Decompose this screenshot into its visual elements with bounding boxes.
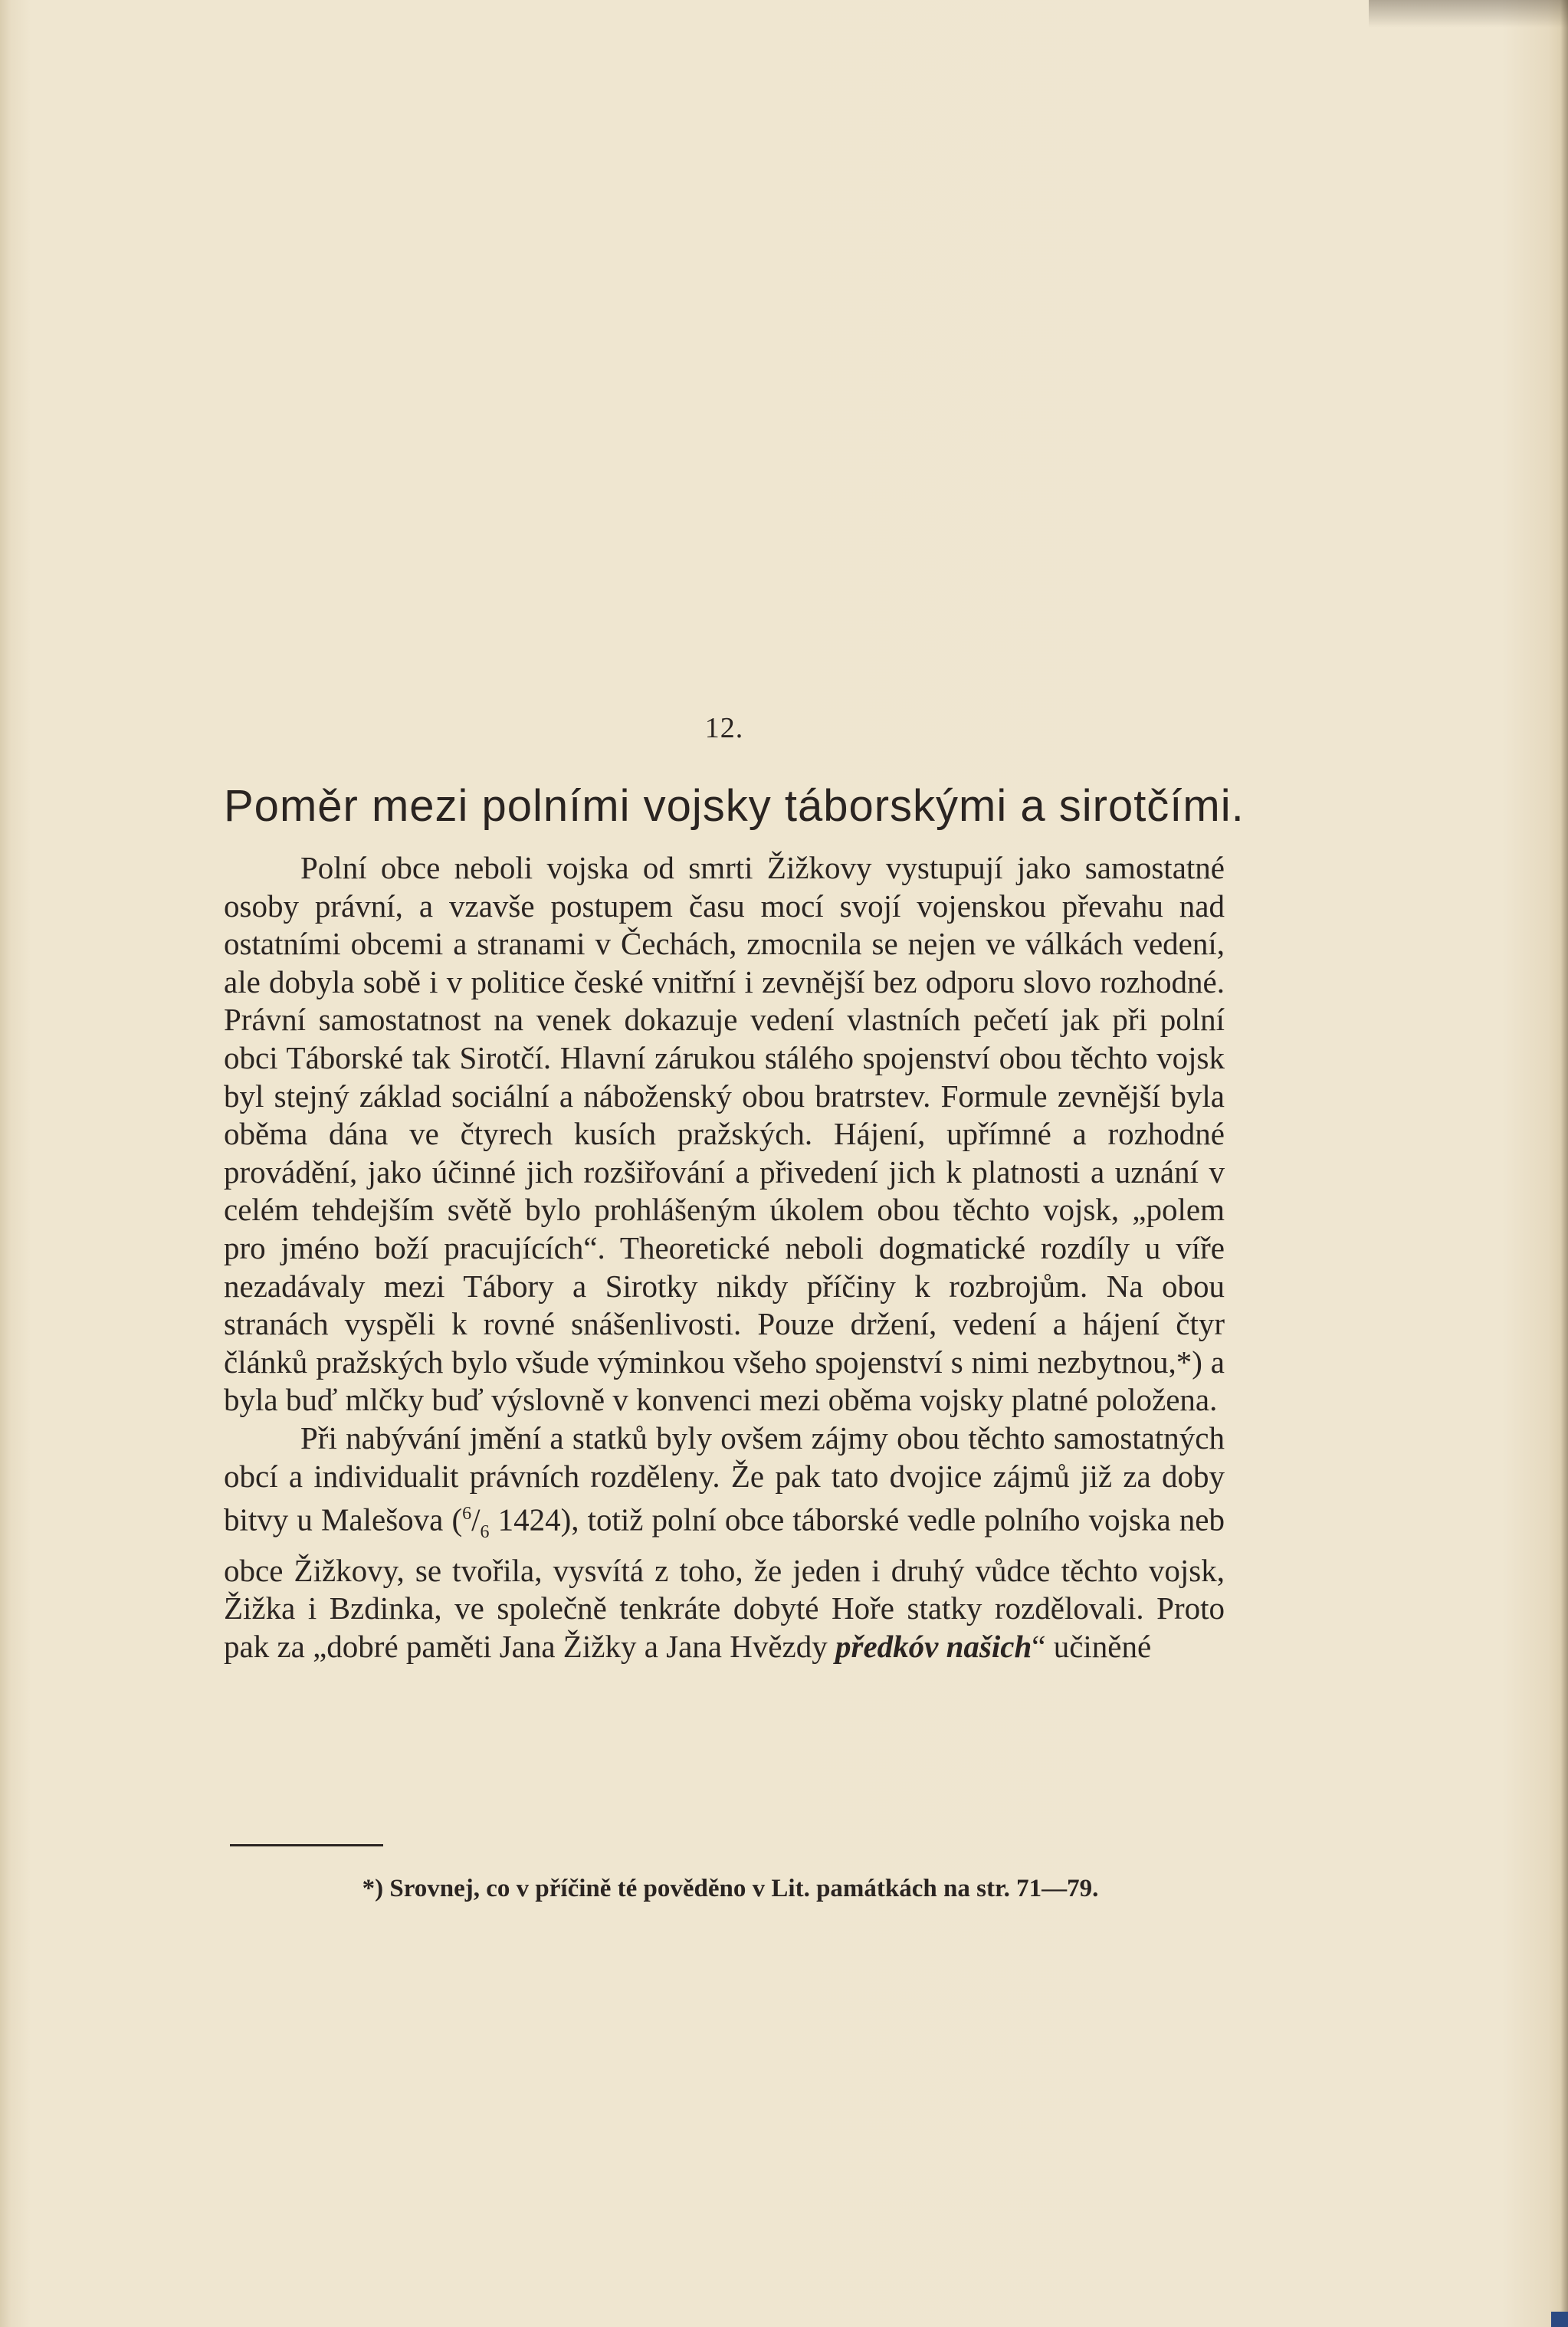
body-text [224, 849, 1225, 1666]
footnote-divider [230, 1844, 383, 1846]
paragraph-2-text-a: Při nabývání jmění a statků byly ovšem zájmy obou těchto samostatných obcí a individualit právních rozděleny. Že pak tato dvojice zájmů již za doby bitvy u Malešova ( [224, 1420, 1225, 1538]
date-slash: / [471, 1502, 481, 1538]
scan-corner-marker [1551, 2312, 1568, 2327]
date-numerator: 6 [462, 1504, 472, 1525]
paragraph-1-text: Polní obce neboli vojska od smrti Žižkovy vystupují jako samostatné osoby právní, a vzavše postupem času mocí svojí vojenskou převahu nad ostatními obcemi a stranami v Čechách, zmocnila se nejen ve válkách vedení, ale dobyla sobě i v politice české vnitřní i zevnější bez odporu slovo rozhodné. Právní samostatnost na venek dokazuje vedení vlastních pečetí jak při polní obci Táborské tak Sirotčí. Hlavní zárukou stálého spojenství obou těchto vojsk byl stejný základ sociální a náboženský obou bratrstev. Formule zevnější byla oběma dána ve čtyrech kusích pražských. Hájení, upřímné a rozhodné provádění, jako účinné jich rozšiřování a přivedení jich k platnosti a uznání v celém tehdejším světě bylo prohlášeným úkolem obou těchto vojsk, „polem pro jméno boží pracujících“. Theoretické neboli dogmatické rozdíly u víře nezadávaly mezi Tábory a Sirotky nikdy příčiny k rozbrojům. Na obou stranách vyspěli k rovné snášenlivosti. Pouze držení, vedení a hájení čtyr článků pražských bylo všude výminkou všeho spojenství s nimi nezbytnou, [224, 850, 1225, 1380]
footnote-text: *) Srovnej, co v příčině té pověděno v Lit. památkách na str. 71—79. [362, 1875, 1099, 1902]
page-number: 12. [704, 712, 744, 744]
chapter-title: Poměr mezi polními vojsky táborskými a sirotčími. [224, 781, 1245, 831]
paragraph-2 [224, 1420, 1225, 1666]
paragraph-2-text-b: 1424), totiž polní obce táborské vedle polního vojska neb obce Žižkovy, se tvořila, vysvítá z toho, že jeden i druhý vůdce těchto vojsk, Žižka i Bzdinka, ve společně tenkráte dobyté Hoře statky rozdělovali. Proto pak za „dobré paměti Jana Žižky a Jana Hvězdy [224, 1502, 1225, 1664]
paragraph-1 [224, 849, 1225, 1420]
page-binding-shadow [1560, 0, 1568, 2327]
paragraph-1-end: a byla buď mlčky buď výslovně v konvenci mezi oběma vojsky platné položena. [224, 1344, 1225, 1418]
paragraph-2-text-c: “ učiněné [1032, 1628, 1152, 1664]
date-denominator: 6 [480, 1521, 490, 1542]
footnote [0, 1875, 1568, 1903]
page-top-edge-shadow [1369, 0, 1568, 28]
emphasized-phrase: předkóv našich [835, 1628, 1032, 1664]
footnote-reference: *) [1176, 1344, 1202, 1380]
